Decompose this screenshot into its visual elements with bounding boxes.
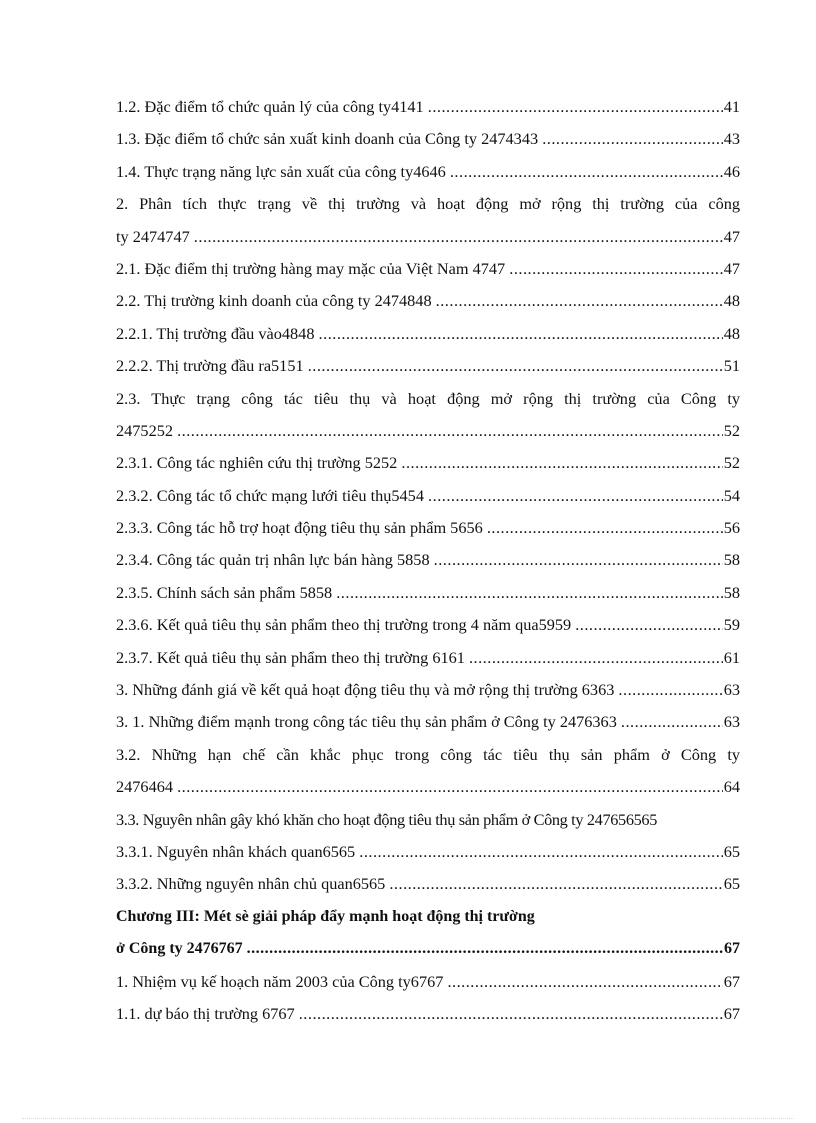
toc-entry-title: 2476464 (116, 777, 178, 797)
toc-entry-title: 2.3. Thực trạng công tác tiêu thụ và hoạt động mở rộng thị trường của Công ty (116, 388, 740, 408)
toc-page-number: 67 (724, 940, 740, 958)
toc-entry-3-2[interactable] (116, 739, 740, 771)
toc-page-number: 41 (723, 97, 740, 116)
toc-entry-2-3-3[interactable] (116, 512, 740, 544)
toc-leader-dots (359, 836, 722, 868)
toc-entry-title: 2.2.1. Thị trường đầu vào4848 (116, 323, 319, 343)
toc-entry-title: 3.3.1. Nguyên nhân khách quan6565 (116, 841, 360, 861)
toc-entry-title: 3. 1. Những điểm mạnh trong công tác tiêu thụ sản phẩm ở Công ty 2476363 (116, 712, 621, 732)
toc-leader-dots (469, 642, 723, 674)
toc-leader-dots (428, 480, 723, 512)
toc-entry-title: 2.2.2. Thị trường đầu ra5151 (116, 356, 308, 376)
toc-entry-title: 1. Nhiệm vụ kế hoạch năm 2003 của Công ty6767 (116, 971, 448, 991)
toc-entry-title: Chương III: Mét sè giải pháp đẩy mạnh hoạt động thị trường (116, 907, 535, 925)
toc-entry-ch3-1-1[interactable] (116, 998, 740, 1030)
toc-entry-title: 2.3.6. Kết quả tiêu thụ sản phẩm theo thị trường trong 4 năm qua5959 (116, 615, 576, 635)
toc-entry-2-2[interactable] (116, 285, 740, 317)
toc-page-number: 63 (723, 712, 740, 732)
page-bottom-divider (22, 1118, 794, 1119)
toc-page-number: 52 (723, 453, 740, 473)
toc-entry-title: 2.3.4. Công tác quản trị nhân lực bán hàng 5858 (116, 550, 434, 570)
toc-leader-dots (308, 350, 723, 382)
toc-entry-title: 3.3.2. Những nguyên nhân chủ quan6565 (116, 874, 390, 894)
toc-page-number: 48 (723, 291, 740, 311)
toc-leader-dots (509, 253, 722, 285)
toc-page-number: 61 (723, 647, 740, 667)
toc-page-number: 46 (723, 161, 740, 181)
toc-entry-2-3-7[interactable] (116, 642, 740, 674)
toc-leader-dots (177, 415, 723, 447)
toc-page-number: 67 (723, 1003, 740, 1023)
toc-entry-title: 1.2. Đặc điểm tổ chức quản lý của công ty4141 (116, 97, 428, 116)
toc-leader-dots (447, 966, 722, 998)
toc-entry-2-3-6[interactable] (116, 609, 740, 641)
toc-leader-dots (436, 285, 723, 317)
toc-leader-dots (401, 447, 722, 479)
toc-entry-2-3-continued[interactable] (116, 415, 740, 447)
toc-entry-3-2-continued[interactable] (116, 771, 740, 803)
toc-leader-dots (319, 318, 723, 350)
toc-entry-2-2-1[interactable] (116, 318, 740, 350)
toc-page-number: 59 (723, 615, 740, 635)
toc-page-number: 65 (723, 874, 740, 894)
toc-page-number: 58 (723, 582, 740, 602)
toc-entry-1-3[interactable] (116, 123, 740, 155)
toc-page-number: 54 (723, 485, 740, 505)
toc-leader-dots (336, 577, 722, 609)
toc-entry-title: 2. Phân tích thực trạng về thị trường và hoạt động mở rộng thị trường của công (116, 194, 740, 214)
toc-entry-2-continued[interactable] (116, 221, 740, 253)
toc-page-number: 58 (723, 550, 740, 570)
toc-entry-title: 3.2. Những hạn chế cần khắc phục trong công tác tiêu thụ sản phẩm ở Công ty (116, 744, 740, 764)
toc-entry-title: 2.3.2. Công tác tổ chức mạng lưới tiêu thụ5454 (116, 485, 429, 505)
toc-entry-title: 2.3.3. Công tác hỗ trợ hoạt động tiêu thụ sản phẩm 5656 (116, 518, 487, 538)
toc-entry-title: 2.3.1. Công tác nghiên cứu thị trường 5252 (116, 453, 402, 473)
toc-chapter-3-continued[interactable] (116, 933, 740, 965)
toc-entry-3-1[interactable] (116, 706, 740, 738)
toc-leader-dots (450, 156, 723, 188)
toc-entry-1-4[interactable] (116, 156, 740, 188)
toc-entry-2-3-1[interactable] (116, 447, 740, 479)
toc-entry-2-3[interactable] (116, 383, 740, 415)
toc-entry-title: 1.3. Đặc điểm tổ chức sản xuất kinh doanh của Công ty 2474343 (116, 129, 543, 149)
toc-entry-2-3-5[interactable] (116, 577, 740, 609)
toc-page-number: 47 (723, 258, 740, 278)
toc-entry-title: 2475252 (116, 420, 178, 440)
toc-entry-2-1[interactable] (116, 253, 740, 285)
toc-entry-ch3-1[interactable] (116, 966, 740, 998)
toc-page-number: 52 (723, 420, 740, 440)
toc-entry-title: ở Công ty 2476767 (116, 940, 247, 958)
toc-page-number: 48 (723, 323, 740, 343)
toc-leader-dots (194, 221, 723, 253)
toc-leader-dots (487, 512, 723, 544)
toc-entry-1-2[interactable] (116, 91, 740, 123)
toc-entry-title: 1.1. dự báo thị trường 6767 (116, 1003, 299, 1023)
toc-page-number: 65 (723, 841, 740, 861)
toc-entry-title: 3. Những đánh giá về kết quả hoạt động tiêu thụ và mở rộng thị trường 6363 (116, 680, 619, 700)
toc-entry-3[interactable] (116, 674, 740, 706)
toc-entry-3-3-2[interactable] (116, 868, 740, 900)
toc-leader-dots (542, 123, 723, 155)
toc-leader-dots (247, 933, 723, 965)
toc-leader-dots (621, 706, 723, 738)
toc-entry-3-3-1[interactable] (116, 836, 740, 868)
toc-page-number: 67 (723, 971, 740, 991)
toc-page-number: 64 (723, 777, 740, 797)
toc-entry-2-3-4[interactable] (116, 544, 740, 576)
toc-page-number: 63 (723, 680, 740, 700)
toc-entry-2-3-2[interactable] (116, 480, 740, 512)
toc-entry-title: 1.4. Thực trạng năng lực sản xuất của công ty4646 (116, 161, 450, 181)
toc-entry-title: 2.3.5. Chính sách sản phẩm 5858 (116, 582, 337, 602)
toc-page-number: 47 (723, 226, 740, 246)
toc-leader-dots (428, 91, 723, 123)
toc-leader-dots (434, 544, 723, 576)
toc-leader-dots (299, 998, 723, 1030)
toc-page-number: 51 (723, 356, 740, 376)
toc-entry-title: ty 2474747 (116, 226, 194, 246)
toc-leader-dots (618, 674, 722, 706)
toc-entry-title: 2.3.7. Kết quả tiêu thụ sản phẩm theo thị trường 6161 (116, 647, 469, 667)
toc-entry-title: 3.3. Nguyên nhân gây khó khăn cho hoạt động tiêu thụ sản phẩm ở Công ty 247656565 (116, 809, 657, 829)
toc-entry-2[interactable] (116, 188, 740, 220)
toc-page-number: 43 (723, 129, 740, 149)
toc-entry-3-3[interactable] (116, 804, 740, 836)
toc-entry-title: 2.1. Đặc điểm thị trường hàng may mặc của Việt Nam 4747 (116, 258, 510, 278)
toc-entry-2-2-2[interactable] (116, 350, 740, 382)
toc-entry-title: 2.2. Thị trường kinh doanh của công ty 2474848 (116, 291, 436, 311)
toc-page-number: 56 (723, 518, 740, 538)
toc-leader-dots (389, 868, 722, 900)
toc-leader-dots (177, 771, 723, 803)
toc-leader-dots (575, 609, 723, 641)
toc-chapter-3-heading[interactable] (116, 901, 740, 933)
table-of-contents (116, 91, 740, 1030)
